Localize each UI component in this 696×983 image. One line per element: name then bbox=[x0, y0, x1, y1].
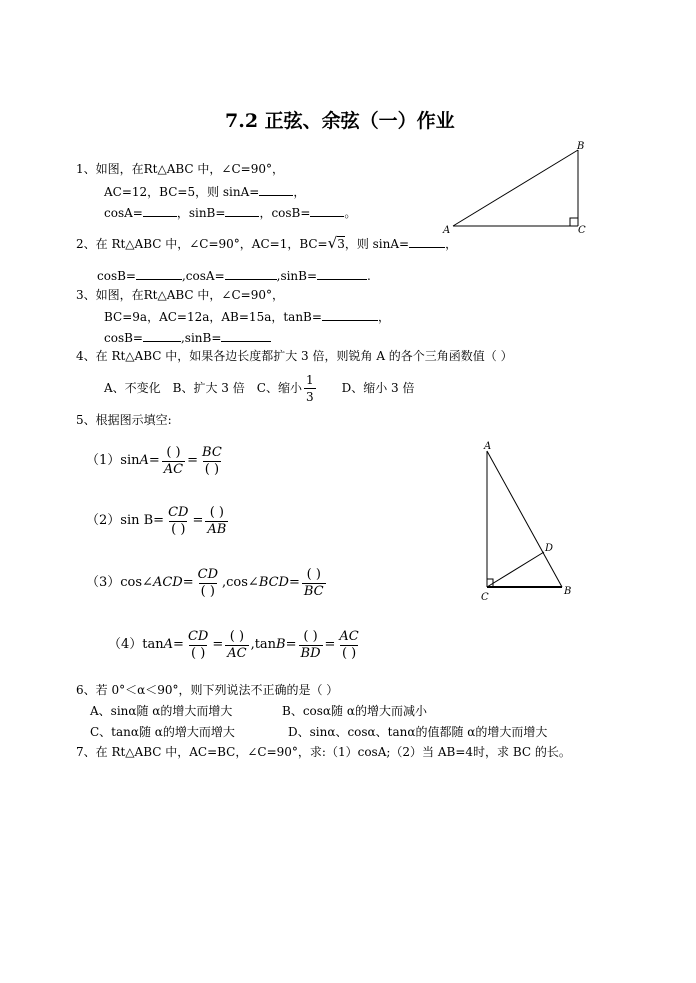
q5-part2: （2） sin B = $\frac{CD}{( )}$ = $\frac{( )}{AB}$ bbox=[86, 504, 227, 537]
q5-part1: （1） sin A = $\frac{( )}{AC}$ = $\frac{BC}{( )}$ bbox=[86, 444, 222, 477]
q2-line1: 2、在 Rt△ABC 中，∠C=90°，AC=1，BC=√3，则 sinA= ， bbox=[76, 234, 458, 252]
q1-line1: 1、如图，在Rt△ABC 中，∠C=90°， bbox=[76, 162, 284, 176]
q6-option-d: D、sinα、cosα、tanα的值都随 α的增大而增大 bbox=[288, 725, 548, 739]
q4-stem: 4、在 Rt△ABC 中，如果各边长度都扩大 3 倍，则锐角 A 的各个三角函数值（ ） bbox=[76, 349, 513, 363]
q5-part4: （4） tan A = $\frac{CD}{( )}$ = $\frac{( )}{AC}$ ,tan B = $\frac{( )}{BD}$ = $\frac{AC}{( )}$ bbox=[108, 628, 359, 661]
fig2-label-c: C bbox=[481, 592, 489, 603]
fig1-label-a: A bbox=[443, 225, 451, 236]
q7-stem: 7、在 Rt△ABC 中，AC=BC，∠C=90°，求:（1）cosA;（2）当 AB=4时，求 BC 的长。 bbox=[76, 745, 571, 759]
page-title: 7.2 正弦、余弦（一）作业 bbox=[225, 110, 455, 132]
q5-part3: （3） cos∠ ACD = $\frac{CD}{( )}$ ,cos∠ BCD = $\frac{( )}{BC}$ bbox=[86, 566, 324, 599]
fig2-label-b: B bbox=[564, 586, 572, 597]
q6-option-b: B、cosα随 α的增大而减小 bbox=[282, 704, 427, 718]
q1-line3: cosA= ，sinB= ，cosB= 。 bbox=[104, 206, 357, 220]
q6-option-a: A、sinα随 α的增大而增大 bbox=[90, 704, 233, 718]
fig2-label-a: A bbox=[484, 441, 492, 452]
q3-line2: BC=9a，AC=12a，AB=15a，tanB= ， bbox=[104, 310, 390, 324]
q5-stem: 5、根据图示填空: bbox=[76, 413, 172, 427]
fig1-label-c: C bbox=[578, 225, 586, 236]
triangle-figure-1 bbox=[440, 140, 590, 240]
q3-line3: cosB= ,sinB= bbox=[104, 329, 271, 346]
q6-stem: 6、若 0°＜α＜90°，则下列说法不正确的是（ ） bbox=[76, 683, 339, 697]
q4-options: A、不变化 B、扩大 3 倍 C、缩小 $\frac{1}{3}$ D、缩小 3 倍 bbox=[104, 372, 415, 404]
q2-line2: cosB= ,cosA= ,sinB= . bbox=[97, 269, 371, 283]
triangle-figure-2 bbox=[470, 438, 580, 603]
q3-line1: 3、如图，在Rt△ABC 中，∠C=90°， bbox=[76, 288, 284, 302]
q6-option-c: C、tanα随 α的增大而增大 bbox=[90, 725, 235, 739]
fig2-label-d: D bbox=[545, 543, 554, 554]
fig1-label-b: B bbox=[577, 141, 585, 152]
q1-line2: AC=12，BC=5，则 sinA= ， bbox=[104, 185, 306, 199]
